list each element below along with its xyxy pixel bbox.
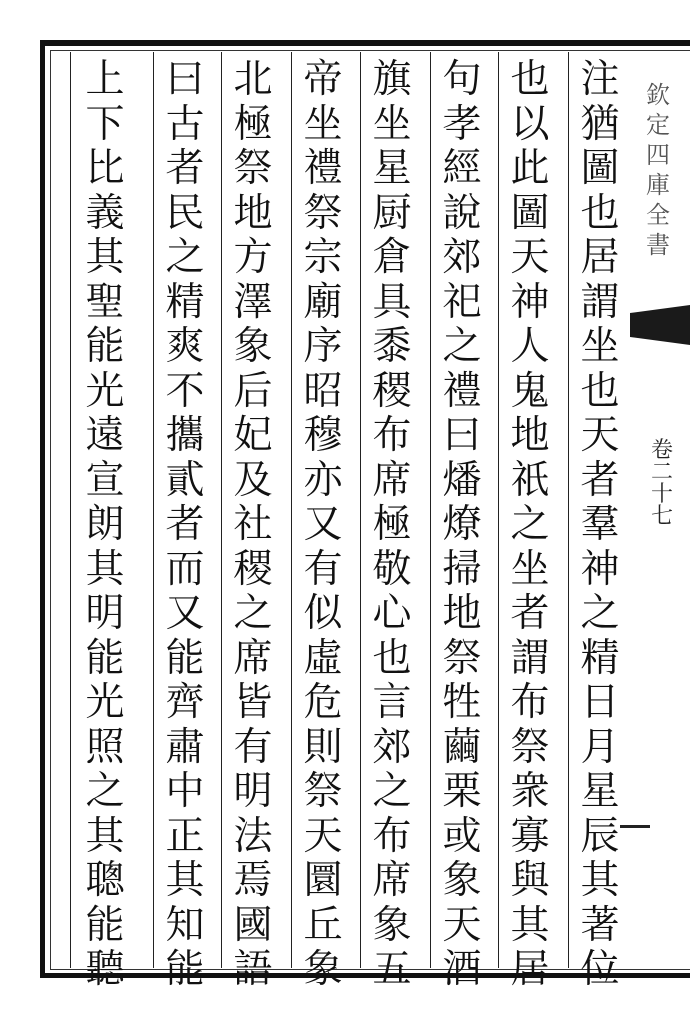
- glyph: 照: [85, 724, 125, 770]
- glyph: 能: [165, 947, 205, 992]
- glyph: 與: [510, 858, 550, 903]
- glyph: 能: [85, 902, 125, 948]
- glyph: 繭: [442, 724, 482, 770]
- glyph: 又: [165, 591, 205, 636]
- glyph: 其: [85, 235, 125, 280]
- glyph: 之: [85, 769, 125, 814]
- glyph: 似: [303, 591, 343, 636]
- glyph: 也: [372, 635, 412, 681]
- glyph: 語: [233, 947, 273, 992]
- glyph: 社: [233, 502, 273, 547]
- glyph: 聖: [85, 279, 125, 325]
- glyph: 攜: [165, 413, 205, 458]
- glyph: 昭: [303, 368, 343, 414]
- text-column: [293, 57, 353, 992]
- glyph: 極: [372, 502, 412, 547]
- column-rule: [153, 52, 154, 968]
- glyph: 其: [510, 902, 550, 948]
- glyph: 心: [372, 591, 412, 636]
- glyph: 句: [442, 57, 482, 102]
- glyph: 亦: [303, 457, 343, 503]
- glyph: 爽: [165, 324, 205, 369]
- glyph: 朗: [85, 502, 125, 547]
- glyph: 聰: [85, 858, 125, 903]
- glyph: 極: [233, 101, 273, 147]
- glyph: 能: [85, 324, 125, 369]
- glyph: 圖: [510, 190, 550, 236]
- glyph: 祭: [510, 724, 550, 770]
- glyph: 天: [303, 813, 343, 859]
- glyph: 寡: [510, 813, 550, 859]
- glyph: 圜: [303, 858, 343, 903]
- column-rule: [221, 52, 222, 968]
- glyph: 坐: [303, 101, 343, 147]
- glyph: 敬: [372, 546, 412, 592]
- glyph: 圖: [580, 146, 620, 191]
- glyph: 燔: [442, 457, 482, 503]
- glyph: 之: [165, 235, 205, 280]
- glyph: 天: [580, 413, 620, 458]
- glyph: 其: [85, 813, 125, 859]
- glyph: 上: [85, 57, 125, 102]
- glyph: 星: [580, 769, 620, 814]
- glyph: 澤: [233, 279, 273, 325]
- glyph: 之: [442, 324, 482, 369]
- glyph: 稷: [233, 546, 273, 592]
- glyph: 天: [510, 235, 550, 280]
- glyph: 稷: [372, 368, 412, 414]
- glyph: 說: [442, 190, 482, 236]
- column-rule: [291, 52, 292, 968]
- glyph: 經: [442, 146, 482, 191]
- text-column: [223, 57, 283, 992]
- glyph: 羣: [580, 502, 620, 547]
- glyph: 遠: [85, 413, 125, 458]
- glyph: 牲: [442, 680, 482, 725]
- glyph: 其: [580, 858, 620, 903]
- glyph: 人: [510, 324, 550, 369]
- column-rule: [360, 52, 361, 968]
- glyph: 郊: [442, 235, 482, 280]
- glyph: 民: [165, 190, 205, 236]
- glyph: 祭: [442, 635, 482, 681]
- glyph: 黍: [372, 324, 412, 369]
- juan-label-char: 卷: [650, 438, 673, 463]
- glyph: 聽: [85, 947, 125, 992]
- glyph: 者: [165, 502, 205, 547]
- glyph: 布: [372, 413, 412, 458]
- glyph: 則: [303, 724, 343, 770]
- glyph: 掃: [442, 546, 482, 592]
- glyph: 此: [510, 146, 550, 191]
- glyph: 月: [580, 724, 620, 770]
- glyph: 光: [85, 368, 125, 414]
- glyph: 或: [442, 813, 482, 859]
- glyph: 祀: [442, 279, 482, 325]
- glyph: 著: [580, 902, 620, 948]
- glyph: 酒: [442, 947, 482, 992]
- glyph: 古: [165, 101, 205, 147]
- side-title-char: 四: [646, 141, 670, 169]
- glyph: 天: [442, 902, 482, 948]
- glyph: 有: [233, 724, 273, 770]
- glyph: 位: [580, 947, 620, 992]
- glyph: 之: [510, 502, 550, 547]
- glyph: 中: [165, 769, 205, 814]
- glyph: 象: [303, 947, 343, 992]
- glyph: 帝: [303, 57, 343, 102]
- glyph: 貳: [165, 457, 205, 503]
- glyph: 地: [510, 413, 550, 458]
- glyph: 倉: [372, 235, 412, 280]
- glyph: 注: [580, 57, 620, 102]
- glyph: 禮: [442, 368, 482, 414]
- glyph: 精: [580, 635, 620, 681]
- glyph: 丘: [303, 902, 343, 948]
- glyph: 其: [85, 546, 125, 592]
- glyph: 席: [372, 858, 412, 903]
- glyph: 虛: [303, 635, 343, 681]
- glyph: 日: [580, 680, 620, 725]
- side-title-char: 庫: [646, 171, 670, 199]
- glyph: 及: [233, 457, 273, 503]
- glyph: 明: [85, 591, 125, 636]
- glyph: 之: [580, 591, 620, 636]
- glyph: 祇: [510, 457, 550, 503]
- glyph: 鬼: [510, 368, 550, 414]
- glyph: 危: [303, 680, 343, 725]
- glyph: 義: [85, 190, 125, 236]
- glyph: 厨: [372, 190, 412, 236]
- glyph: 而: [165, 546, 205, 592]
- glyph: 下: [85, 101, 125, 147]
- glyph: 言: [372, 680, 412, 725]
- glyph: 齊: [165, 680, 205, 725]
- glyph: 能: [85, 635, 125, 681]
- glyph: 居: [580, 235, 620, 280]
- glyph: 皆: [233, 680, 273, 725]
- glyph: 席: [372, 457, 412, 503]
- glyph: 星: [372, 146, 412, 191]
- text-column: [75, 57, 135, 992]
- glyph: 燎: [442, 502, 482, 547]
- glyph: 五: [372, 947, 412, 992]
- glyph: 象: [233, 324, 273, 369]
- glyph: 其: [165, 858, 205, 903]
- glyph: 席: [233, 635, 273, 681]
- text-column: [155, 57, 215, 992]
- side-title-char: 欽: [646, 81, 670, 109]
- glyph: 序: [303, 324, 343, 369]
- glyph: 肅: [165, 724, 205, 770]
- glyph: 神: [510, 279, 550, 325]
- glyph: 又: [303, 502, 343, 547]
- glyph: 方: [233, 235, 273, 280]
- glyph: 郊: [372, 724, 412, 770]
- glyph: 之: [233, 591, 273, 636]
- column-rule: [70, 52, 71, 968]
- glyph: 辰: [580, 813, 620, 859]
- glyph: 地: [233, 190, 273, 236]
- glyph: 以: [510, 101, 550, 147]
- glyph: 謂: [510, 635, 550, 681]
- column-rule: [498, 52, 499, 968]
- glyph: 廟: [303, 279, 343, 325]
- glyph: 光: [85, 680, 125, 725]
- glyph: 有: [303, 546, 343, 592]
- text-column: [500, 57, 560, 992]
- juan-label-char: 二: [650, 460, 673, 485]
- glyph: 神: [580, 546, 620, 592]
- glyph: 比: [85, 146, 125, 191]
- glyph: 后: [233, 368, 273, 414]
- glyph: 祭: [303, 190, 343, 236]
- glyph: 妃: [233, 413, 273, 458]
- glyph: 居: [510, 947, 550, 992]
- glyph: 坐: [510, 546, 550, 592]
- glyph: 北: [233, 57, 273, 102]
- juan-label-char: 十: [650, 482, 673, 507]
- glyph: 猶: [580, 101, 620, 147]
- glyph: 具: [372, 279, 412, 325]
- glyph: 之: [372, 769, 412, 814]
- juan-label-char: 七: [650, 504, 673, 529]
- glyph: 布: [510, 680, 550, 725]
- glyph: 象: [372, 902, 412, 948]
- glyph: 者: [580, 457, 620, 503]
- text-column: [570, 57, 630, 992]
- glyph: 穆: [303, 413, 343, 458]
- glyph: 栗: [442, 769, 482, 814]
- side-title-char: 書: [646, 231, 670, 259]
- side-title: [638, 80, 678, 260]
- glyph: 不: [165, 368, 205, 414]
- text-column: [432, 57, 492, 992]
- side-title-char: 全: [646, 201, 670, 229]
- glyph: 能: [165, 635, 205, 681]
- glyph: 旗: [372, 57, 412, 102]
- glyph: 布: [372, 813, 412, 859]
- glyph: 衆: [510, 769, 550, 814]
- glyph: 也: [510, 57, 550, 102]
- glyph: 正: [165, 813, 205, 859]
- glyph: 宣: [85, 457, 125, 503]
- column-rule: [430, 52, 431, 968]
- glyph: 明: [233, 769, 273, 814]
- glyph: 禮: [303, 146, 343, 191]
- glyph: 焉: [233, 858, 273, 903]
- glyph: 孝: [442, 101, 482, 147]
- glyph: 知: [165, 902, 205, 948]
- glyph: 坐: [372, 101, 412, 147]
- glyph: 宗: [303, 235, 343, 280]
- glyph: 曰: [165, 57, 205, 102]
- glyph: 者: [510, 591, 550, 636]
- glyph: 法: [233, 813, 273, 859]
- glyph: 精: [165, 279, 205, 325]
- glyph: 坐: [580, 324, 620, 369]
- glyph: 也: [580, 190, 620, 236]
- glyph: 國: [233, 902, 273, 948]
- glyph: 祭: [233, 146, 273, 191]
- text-column: [362, 57, 422, 992]
- glyph: 也: [580, 368, 620, 414]
- juan-label: [640, 440, 684, 528]
- side-title-char: 定: [646, 111, 670, 139]
- glyph: 象: [442, 858, 482, 903]
- glyph: 謂: [580, 279, 620, 325]
- glyph: 地: [442, 591, 482, 636]
- column-rule: [568, 52, 569, 968]
- glyph: 曰: [442, 413, 482, 458]
- glyph: 者: [165, 146, 205, 191]
- glyph: 祭: [303, 769, 343, 814]
